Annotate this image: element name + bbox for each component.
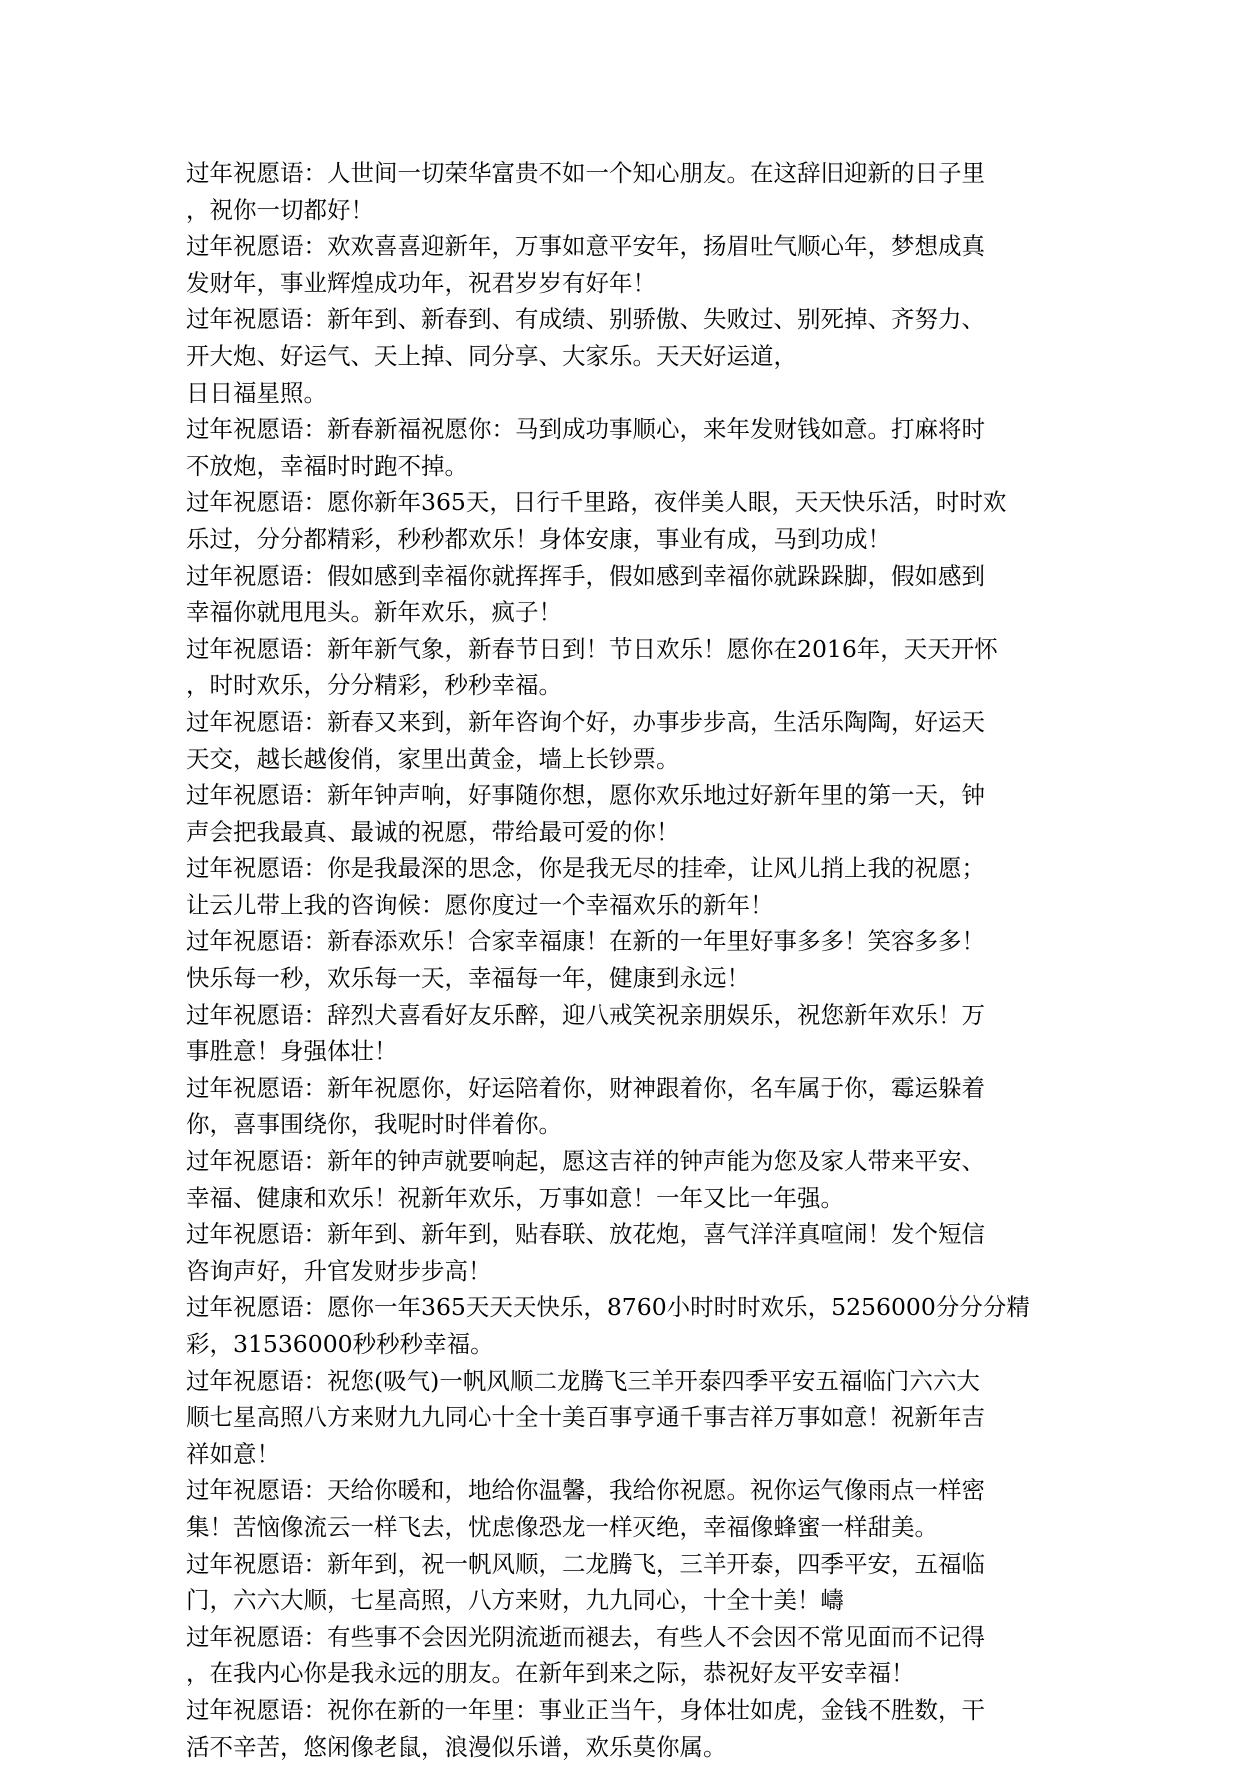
text-line: 过年祝愿语：愿你一年365天天天快乐，8760小时时时欢乐，5256000分分分精 (186, 1293, 1030, 1322)
text-line: 发财年，事业辉煌成功年，祝君岁岁有好年！ (186, 268, 656, 297)
document-body (186, 155, 1066, 1765)
text-line: ，在我内心你是我永远的朋友。在新年到来之际，恭祝好友平安幸福！ (186, 1659, 915, 1688)
text-line: 过年祝愿语：天给你暖和，地给你温馨，我给你祝愿。祝你运气像雨点一样密 (186, 1476, 985, 1505)
text-line: 快乐每一秒，欢乐每一天，幸福每一年，健康到永远！ (186, 964, 750, 993)
text-line: ，祝你一切都好！ (186, 195, 374, 224)
text-line: 天交，越长越俊俏，家里出黄金，墙上长钞票。 (186, 744, 680, 773)
text-line: 咨询声好，升官发财步步高！ (186, 1256, 492, 1285)
text-line: 过年祝愿语：新春添欢乐！合家幸福康！在新的一年里好事多多！笑容多多！ (186, 927, 985, 956)
text-line: 不放炮，幸福时时跑不掉。 (186, 451, 468, 480)
text-line: 顺七星高照八方来财九九同心十全十美百事亨通千事吉祥万事如意！祝新年吉 (186, 1403, 985, 1432)
text-line: 过年祝愿语：新年的钟声就要响起，愿这吉祥的钟声能为您及家人带来平安、 (186, 1147, 985, 1176)
text-line: 集！苦恼像流云一样飞去，忧虑像恐龙一样灭绝，幸福像蜂蜜一样甜美。 (186, 1512, 938, 1541)
text-line: 过年祝愿语：新年祝愿你，好运陪着你，财神跟着你，名车属于你，霉运躲着 (186, 1073, 985, 1102)
text-line: 过年祝愿语：愿你新年365天，日行千里路，夜伴美人眼，天天快乐活，时时欢 (186, 488, 1007, 517)
text-line: 活不辛苦，悠闲像老鼠，浪漫似乐谱，欢乐莫你属。 (186, 1732, 727, 1761)
text-line: 祥如意！ (186, 1439, 280, 1468)
text-line: 过年祝愿语：祝你在新的一年里：事业正当午，身体壮如虎，金钱不胜数，干 (186, 1695, 985, 1724)
text-line: 过年祝愿语：新春又来到，新年咨询个好，办事步步高，生活乐陶陶，好运天 (186, 707, 985, 736)
text-line: 过年祝愿语：新年到、新春到、有成绩、别骄傲、失败过、别死掉、齐努力、 (186, 305, 985, 334)
text-line: 过年祝愿语：辞烈犬喜看好友乐醉，迎八戒笑祝亲朋娱乐，祝您新年欢乐！万 (186, 1000, 985, 1029)
text-line: 过年祝愿语：新年新气象，新春节日到！节日欢乐！愿你在2016年，天天开怀 (186, 634, 998, 663)
text-line: 过年祝愿语：你是我最深的思念，你是我无尽的挂牵，让风儿捎上我的祝愿； (186, 854, 985, 883)
text-line: 过年祝愿语：新年钟声响，好事随你想，愿你欢乐地过好新年里的第一天，钟 (186, 781, 985, 810)
text-line: 过年祝愿语：祝您(吸气)一帆风顺二龙腾飞三羊开泰四季平安五福临门六六大 (186, 1366, 980, 1395)
text-line: 过年祝愿语：新年到，祝一帆风顺，二龙腾飞，三羊开泰，四季平安，五福临 (186, 1549, 985, 1578)
text-line: 幸福、健康和欢乐！祝新年欢乐，万事如意！一年又比一年强。 (186, 1183, 844, 1212)
text-line: 让云儿带上我的咨询候：愿你度过一个幸福欢乐的新年！ (186, 890, 774, 919)
text-line: 声会把我最真、最诚的祝愿，带给最可爱的你！ (186, 817, 680, 846)
text-line: 开大炮、好运气、天上掉、同分享、大家乐。天天好运道， (186, 341, 797, 370)
text-line: 过年祝愿语：欢欢喜喜迎新年，万事如意平安年，扬眉吐气顺心年，梦想成真 (186, 232, 985, 261)
text-line: 幸福你就甩甩头。新年欢乐，疯子！ (186, 598, 562, 627)
text-line: ，时时欢乐，分分精彩，秒秒幸福。 (186, 671, 562, 700)
text-line: 过年祝愿语：新年到、新年到，贴春联、放花炮，喜气洋洋真喧闹！发个短信 (186, 1220, 985, 1249)
text-line: 彩，31536000秒秒秒幸福。 (186, 1330, 494, 1358)
text-line: 过年祝愿语：假如感到幸福你就挥挥手，假如感到幸福你就跺跺脚，假如感到 (186, 561, 985, 590)
text-line: 过年祝愿语：有些事不会因光阴流逝而褪去，有些人不会因不常见面而不记得 (186, 1622, 985, 1651)
text-line: 乐过，分分都精彩，秒秒都欢乐！身体安康，事业有成，马到功成！ (186, 524, 891, 553)
text-line: 过年祝愿语：人世间一切荣华富贵不如一个知心朋友。在这辞旧迎新的日子里 (186, 159, 985, 187)
text-line: 日日福星照。 (186, 378, 327, 407)
text-line: 事胜意！身强体壮！ (186, 1037, 398, 1066)
text-line: 你，喜事围绕你，我呢时时伴着你。 (186, 1110, 562, 1139)
text-line: 门，六六大顺，七星高照，八方来财，九九同心，十全十美！嶹 (186, 1586, 844, 1615)
text-line: 过年祝愿语：新春新福祝愿你：马到成功事顺心，来年发财钱如意。打麻将时 (186, 415, 985, 444)
